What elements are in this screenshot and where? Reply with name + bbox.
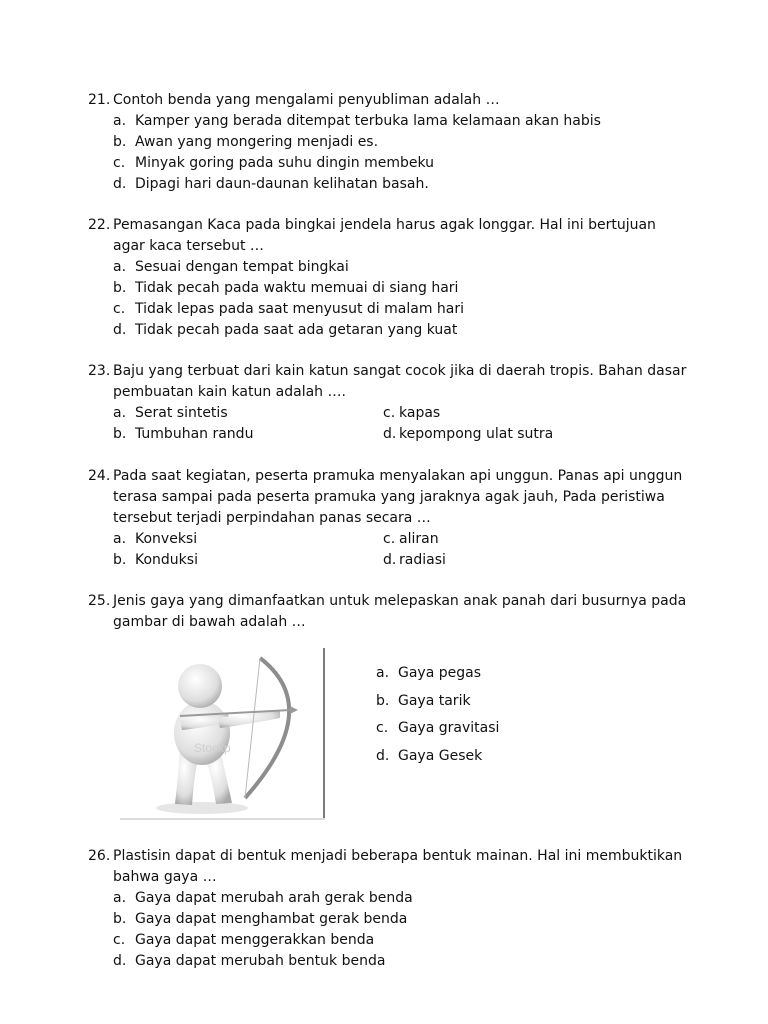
option-c (113, 153, 688, 174)
option-a (113, 403, 383, 424)
option-text: Kamper yang berada ditempat terbuka lama kelamaan akan habis (135, 113, 601, 129)
option-text: kepompong ulat sutra (399, 426, 554, 442)
option-letter: c. (383, 405, 396, 421)
option-letter: a. (376, 665, 390, 681)
option-letter: d. (113, 322, 127, 338)
question-number: 25. (88, 593, 111, 609)
option-text: Gaya pegas (398, 665, 482, 681)
question-text: Baju yang terbuat dari kain katun sangat cocok jika di daerah tropis. Bahan dasar pembuatan kain katun adalah …. (113, 363, 687, 400)
option-letter: b. (113, 426, 127, 442)
option-a (113, 529, 383, 550)
question-number: 26. (88, 848, 111, 864)
option-list (113, 888, 688, 972)
option-text: Dipagi hari daun-daunan kelihatan basah. (135, 176, 429, 192)
watermark: Stockp (194, 741, 231, 755)
option-d (376, 746, 499, 767)
option-text: Tidak lepas pada saat menyusut di malam hari (135, 301, 465, 317)
option-letter: d. (113, 953, 127, 969)
option-list (376, 663, 499, 774)
option-text: Konveksi (135, 531, 198, 547)
option-letter: a. (113, 890, 127, 906)
question-text: Contoh benda yang mengalami penyubliman adalah … (113, 92, 500, 108)
option-c (383, 403, 643, 424)
option-letter: b. (113, 134, 127, 150)
option-letter: d. (383, 426, 397, 442)
option-text: Tidak pecah pada saat ada getaran yang kuat (135, 322, 458, 338)
option-text: kapas (399, 405, 441, 421)
option-list (113, 111, 688, 195)
option-b (376, 691, 499, 712)
option-b (113, 424, 383, 445)
question-text: Pemasangan Kaca pada bingkai jendela harus agak longgar. Hal ini bertujuan agar kaca tersebut … (113, 217, 656, 254)
option-d (383, 424, 643, 445)
question-text: Jenis gaya yang dimanfaatkan untuk melepaskan anak panah dari busurnya pada gambar di bawah adalah … (113, 593, 687, 630)
archer-figure-icon (120, 648, 326, 820)
option-text: Sesuai dengan tempat bingkai (135, 259, 349, 275)
option-letter: a. (113, 531, 127, 547)
option-text: Serat sintetis (135, 405, 228, 421)
option-c (383, 529, 643, 550)
option-letter: a. (113, 113, 127, 129)
torso (174, 701, 230, 765)
question-number: 22. (88, 217, 111, 233)
option-letter: c. (113, 155, 126, 171)
option-text: aliran (399, 531, 439, 547)
option-b (113, 132, 688, 153)
option-c (376, 718, 499, 739)
question-text: Plastisin dapat di bentuk menjadi beberapa bentuk mainan. Hal ini membuktikan bahwa gaya … (113, 848, 683, 885)
option-b (113, 550, 383, 571)
option-letter: d. (113, 176, 127, 192)
figure-floor-line (120, 818, 325, 820)
question-number: 23. (88, 363, 111, 379)
question-22 (88, 215, 688, 341)
option-c (113, 930, 688, 951)
option-letter: d. (383, 552, 397, 568)
option-a (113, 888, 688, 909)
option-d (113, 951, 688, 972)
option-letter: b. (376, 692, 390, 709)
question-24 (88, 466, 688, 571)
option-text: radiasi (399, 552, 446, 568)
option-c (113, 299, 688, 320)
option-text: Tidak pecah pada waktu memuai di siang hari (135, 280, 459, 296)
question-number: 24. (88, 468, 111, 484)
option-a (113, 111, 688, 132)
question-26 (88, 846, 688, 972)
bow (245, 658, 289, 798)
archer-figure (120, 648, 326, 820)
option-letter: b. (113, 280, 127, 296)
question-21 (88, 90, 688, 195)
option-d (383, 550, 643, 571)
option-grid (113, 529, 688, 571)
option-grid (113, 403, 688, 445)
option-d (113, 174, 688, 195)
option-text: Gaya dapat menghambat gerak benda (135, 911, 408, 927)
option-letter: b. (113, 552, 127, 568)
option-text: Gaya Gesek (398, 748, 483, 765)
bowstring (245, 658, 260, 798)
option-text: Gaya dapat merubah bentuk benda (135, 953, 386, 969)
question-25 (88, 591, 688, 633)
option-letter: a. (113, 405, 127, 421)
option-text: Awan yang mongering menjadi es. (135, 134, 379, 150)
option-letter: b. (113, 911, 127, 927)
option-letter: a. (113, 259, 127, 275)
option-b (113, 909, 688, 930)
option-list (113, 257, 688, 341)
shadow (156, 802, 248, 814)
option-text: Gaya dapat menggerakkan benda (135, 932, 375, 948)
arrow-head (290, 706, 298, 714)
option-letter: c. (113, 932, 126, 948)
question-number: 21. (88, 92, 111, 108)
option-text: Minyak goring pada suhu dingin membeku (135, 155, 435, 171)
option-letter: c. (113, 301, 126, 317)
option-letter: c. (383, 531, 396, 547)
question-text: Pada saat kegiatan, peserta pramuka menyalakan api unggun. Panas api unggun terasa sampai pada peserta pramuka yang jaraknya agak jauh, Pada peristiwa tersebut terjadi perpindahan panas secara … (113, 468, 683, 526)
option-a (376, 663, 499, 684)
figure-border (323, 648, 325, 820)
option-text: Konduksi (135, 552, 198, 568)
option-text: Gaya dapat merubah arah gerak benda (135, 890, 413, 906)
option-b (113, 278, 688, 299)
option-letter: d. (376, 748, 390, 765)
question-23 (88, 361, 688, 445)
option-text: Tumbuhan randu (135, 426, 254, 442)
option-d (113, 320, 688, 341)
option-text: Gaya gravitasi (398, 720, 500, 737)
option-a (113, 257, 688, 278)
option-text: Gaya tarik (398, 692, 471, 709)
option-letter: c. (376, 720, 389, 737)
head (178, 664, 222, 708)
